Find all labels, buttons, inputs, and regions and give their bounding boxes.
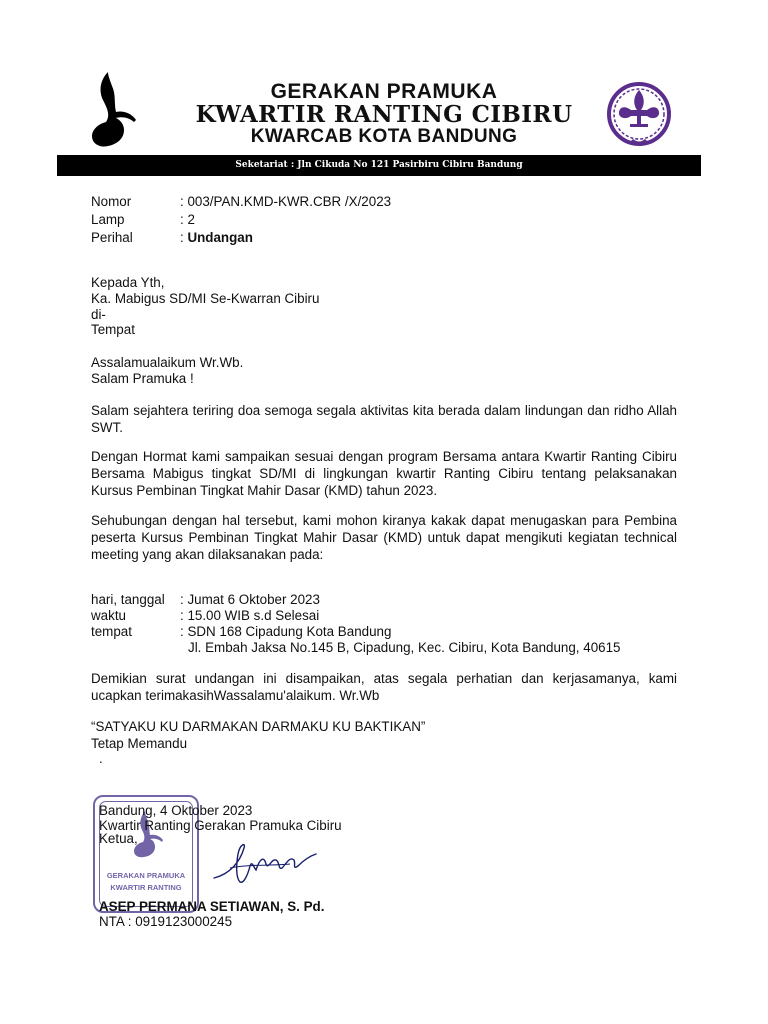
perihal-text: Undangan	[187, 230, 253, 245]
signatory-name: ASEP PERMANA SETIAWAN, S. Pd.	[99, 899, 325, 914]
perihal-value: : Undangan	[180, 230, 253, 245]
stamp-text-line: KWARTIR RANTING	[110, 883, 182, 892]
stamp-text-line: GERAKAN PRAMUKA	[106, 871, 186, 880]
handwritten-signature	[210, 838, 325, 888]
schedule-value: : SDN 168 Cipadung Kota Bandung	[180, 624, 392, 639]
address-bar: Seketariat : Jln Cikuda No 121 Pasirbiru Cibiru Bandung	[57, 155, 701, 176]
paragraph-3: Sehubungan dengan hal tersebut, kami mohon kiranya kakak dapat menugaskan para Pembina peserta Kursus Pembinan Tingkat Mahir Dasar (KMD) untuk dapat mengikuti kegiatan technical meeting yang akan dilaksanakan pada:	[91, 513, 677, 562]
venue-address: Jl. Embah Jaksa No.145 B, Cipadung, Kec. Cibiru, Kota Bandung, 40615	[188, 640, 621, 655]
recipient-line: di-	[91, 307, 106, 322]
kwarcab-title: KWARCAB KOTA BANDUNG	[250, 126, 518, 147]
signature-place-date: Bandung, 4 Oktober 2023	[99, 803, 253, 818]
wosm-emblem-icon	[604, 80, 674, 152]
paragraph-1: Salam sejahtera teriring doa semoga segala aktivitas kita berada dalam lindungan dan ridho Allah SWT.	[91, 403, 677, 435]
lamp-label: Lamp	[91, 212, 125, 227]
signatory-nta: NTA : 0919123000245	[99, 914, 233, 929]
signature-role: Ketua,	[99, 831, 138, 846]
nomor-value: : 003/PAN.KMD-KWR.CBR /X/2023	[180, 194, 392, 209]
schedule-value: : 15.00 WIB s.d Selesai	[180, 608, 320, 623]
signature-org: Kwartir Ranting Gerakan Pramuka Cibiru	[99, 818, 342, 833]
kwartir-title: KWARTIR RANTING CIBIRU	[195, 101, 573, 128]
greeting-line: Salam Pramuka !	[91, 371, 194, 386]
schedule-label: hari, tanggal	[91, 592, 165, 607]
perihal-label: Perihal	[91, 230, 133, 245]
recipient-line: Kepada Yth,	[91, 275, 165, 290]
nomor-label: Nomor	[91, 194, 132, 209]
paragraph-4: Demikian surat undangan ini disampaikan, atas segala perhatian dan kerjasamanya, kami ucapkan terimakasihWassalamu'alaikum. Wr.Wb	[91, 671, 677, 703]
closing-text: Tetap Memandu	[91, 736, 188, 751]
greeting-line: Assalamualaikum Wr.Wb.	[91, 355, 244, 370]
recipient-line: Tempat	[91, 322, 135, 337]
recipient-line: Ka. Mabigus SD/MI Se-Kwarran Cibiru	[91, 291, 320, 306]
scout-motto: “SATYAKU KU DARMAKAN DARMAKU KU BAKTIKAN”	[91, 719, 426, 734]
stray-dot: .	[99, 751, 103, 766]
paragraph-2: Dengan Hormat kami sampaikan sesuai dengan program Bersama antara Kwartir Ranting Cibiru Bersama Mabigus tingkat SD/MI di lingkungan kwartir Ranting Cibiru tentang pelaksanakan Kursus Pembinan Tingkat Mahir Dasar (KMD) tahun 2023.	[91, 449, 677, 498]
org-title: GERAKAN PRAMUKA	[270, 80, 498, 103]
lamp-value: : 2	[180, 212, 195, 227]
schedule-value: : Jumat 6 Oktober 2023	[180, 592, 320, 607]
schedule-label: waktu	[91, 608, 126, 623]
schedule-label: tempat	[91, 624, 132, 639]
